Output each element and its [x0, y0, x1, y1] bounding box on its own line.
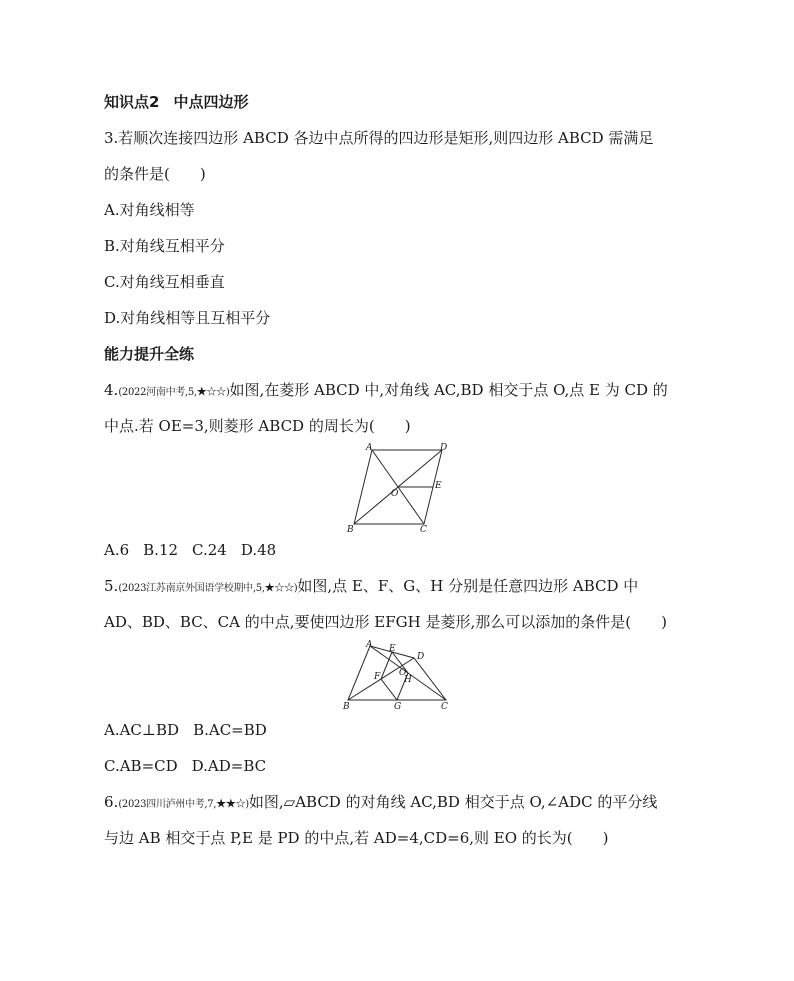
section-heading [104, 92, 248, 112]
label-o: O [399, 668, 407, 678]
q3-stem-line1: 3.若顺次连接四边形 ABCD 各边中点所得的四边形是矩形,则四边形 ABCD 需满足 [104, 129, 654, 147]
q6-stem-line2: 与边 AB 相交于点 P,E 是 PD 的中点,若 AD=4,CD=6,则 EO 的长为( ) [104, 829, 609, 847]
q4-option-c: C.24 [192, 541, 227, 559]
q6-number: 6. [104, 793, 119, 811]
label-a: A [366, 443, 373, 453]
q4-option-b: B.12 [143, 541, 179, 559]
q5-option-c: C.AB=CD [104, 757, 178, 775]
label-a: A [366, 640, 373, 650]
practice-heading: 能力提升全练 [104, 345, 195, 363]
section-title: 知识点2 [104, 93, 160, 111]
label-o: O [391, 489, 399, 499]
q4-stem-line2: 中点.若 OE=3,则菱形 ABCD 的周长为( ) [104, 417, 411, 435]
q5-stem-line2: AD、BD、BC、CA 的中点,要使四边形 EFGH 是菱形,那么可以添加的条件是( ) [104, 613, 667, 631]
q3-option-c: C.对角线互相垂直 [104, 273, 225, 291]
label-d: D [440, 443, 448, 453]
label-b: B [343, 702, 350, 712]
label-c: C [441, 702, 448, 712]
q4-rhombus-figure [340, 440, 460, 536]
q5-option-b: B.AC=BD [193, 721, 267, 739]
q4-stem-text: 如图,在菱形 ABCD 中,对角线 AC,BD 相交于点 O,点 E 为 CD 的 [229, 381, 668, 399]
q5-option-d: D.AD=BC [191, 757, 267, 775]
section-subtitle: 中点四边形 [173, 93, 249, 111]
label-f: F [374, 672, 381, 682]
q4-option-a: A.6 [104, 541, 130, 559]
q5-options-row1 [104, 720, 267, 740]
label-e: E [389, 644, 396, 654]
q5-option-a: A.AC⊥BD [104, 721, 180, 739]
q4-number: 4. [104, 381, 119, 399]
q5-stem-line1 [104, 576, 638, 599]
q5-options-row2 [104, 756, 266, 776]
q4-options [104, 540, 276, 560]
label-e: E [435, 481, 442, 491]
q3-option-b: B.对角线互相平分 [104, 237, 225, 255]
quadrilateral-abcd [348, 646, 446, 700]
q4-source: (2022河南中考,5,★☆☆) [118, 387, 230, 398]
label-h: H [404, 675, 412, 685]
label-c: C [420, 525, 427, 535]
label-g: G [394, 702, 402, 712]
label-d: D [417, 652, 425, 662]
q5-source: (2023江苏南京外国语学校期中,5,★☆☆) [118, 583, 298, 594]
q5-quadrilateral-figure [340, 638, 460, 714]
q4-stem-line1 [104, 380, 668, 403]
q6-stem-line1 [104, 792, 657, 815]
q6-stem-text: 如图,▱ABCD 的对角线 AC,BD 相交于点 O,∠ADC 的平分线 [248, 793, 658, 811]
q5-stem-text: 如图,点 E、F、G、H 分别是任意四边形 ABCD 中 [297, 577, 639, 595]
q6-source: (2023四川泸州中考,7,★★☆) [118, 799, 249, 810]
q4-option-d: D.48 [240, 541, 277, 559]
label-b: B [347, 525, 354, 535]
q3-option-a: A.对角线相等 [104, 201, 195, 219]
q3-option-d: D.对角线相等且互相平分 [104, 309, 271, 327]
q5-number: 5. [104, 577, 119, 595]
q3-stem-line2: 的条件是( ) [104, 165, 206, 183]
